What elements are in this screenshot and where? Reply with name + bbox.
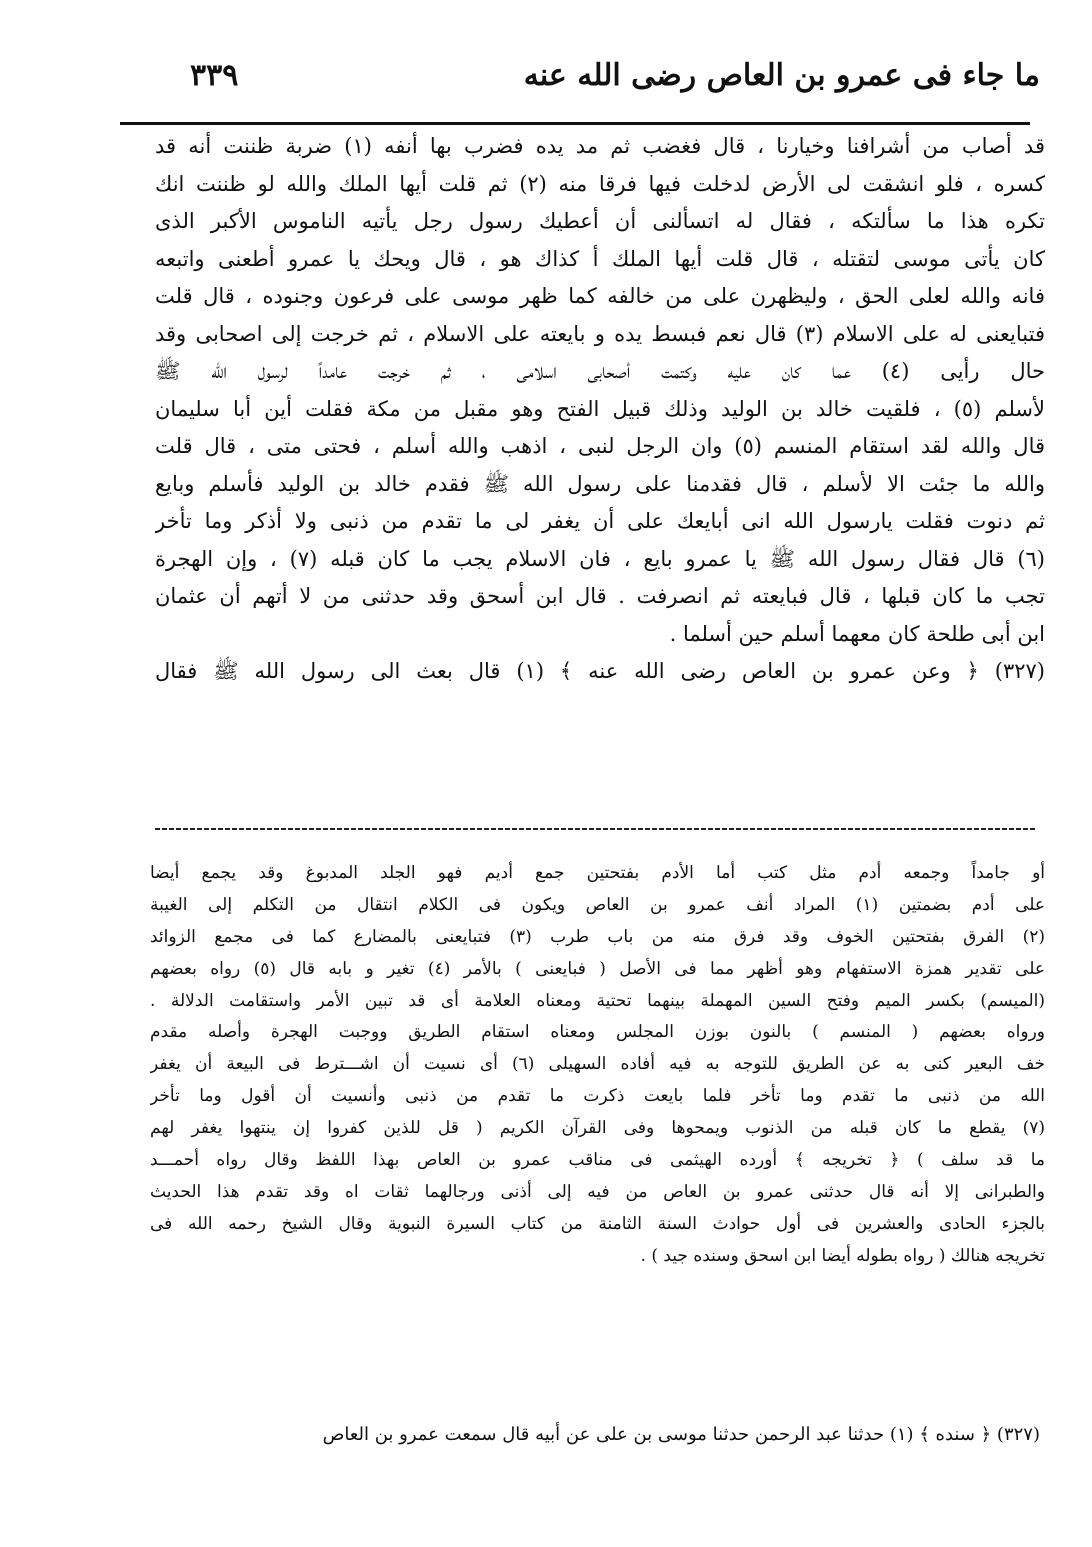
main-text-line: كسره ، فلو انشقت لى الأرض لدخلت فيها فرقا منه (٢) ثم قلت أيها الملك والله لو ظننت انك — [155, 171, 1045, 196]
footnote-line: الله من ذنبى ما تقدم وما تأخر فلما بايعت ذكرت ما تقدم من ذنبى وأنسيت أن أقول وما تأخر — [150, 1086, 1045, 1107]
footnote-line: والطبرانى إلا أنه قال حدثنى عمرو بن العاص من فيه إلى أذنى ورجالهما ثقات اه وقد تقدم هذا الحديث — [150, 1181, 1045, 1202]
footnote-line: تخريجه هنالك ( رواه بطوله أيضا ابن اسحق وسنده جيد ) . — [640, 1245, 1045, 1266]
footnote-line: ما قد سلف ) ﴿ تخريجه ﴾ أورده الهيثمى فى مناقب عمرو بن العاص بهذا اللفظ وقال رواه أحمـــد — [150, 1150, 1045, 1171]
main-text-line: فانه والله لعلى الحق ، وليظهرن على من خالفه كما ظهر موسى على فرعون وجنوده ، قال قلت — [155, 284, 1045, 308]
footnote-line: (٧) يقطع ما كان قبله من الذنوب ويمحوها وفى القرآن الكريم ( قل للذين كفروا إن ينتهوا يغفر لهم — [150, 1118, 1045, 1139]
footnote-line: (٢) الفرق بفتحتين الخوف وقد فرق منه من باب طرب (٣) فتبايعنى بالمضارع كما فى مجمع الزوائد — [150, 926, 1045, 947]
main-text-line: ابن أبى طلحة كان معهما أسلم حين أسلما . — [669, 621, 1045, 646]
main-text-line: قال والله لقد استقام المنسم (٥) وان الرجل لنبى ، اذهب والله أسلم ، فحتى متى ، قال قلت — [155, 434, 1045, 458]
main-text-line: حال رأيى (٤) عما كان عليه وكتمت أصحابى اسلامى ، ثم خرجت عامداً لرسول الله ﷺ — [155, 359, 1045, 383]
main-text-line: تجب ما كان قبلها ، قال فبايعته ثم انصرفت . قال ابن أسحق وقد حدثنى من لا أتهم أن عثمان — [155, 584, 1045, 608]
footnote-line: على تقدير همزة الاستفهام وهو أظهر مما فى الأصل ( فبايعنى ) بالأمر (٤) تغير و بابه قال (٥) رواه بعضهم — [150, 958, 1045, 979]
footnote-line: خف البعير كنى به عن الطريق للتوجه به فيه أفاده السهيلى (٦) أى نسيت أن اشـــترط فى البيعة أن يغفر — [150, 1054, 1045, 1075]
main-text-line: تكره هذا ما سألتكه ، فقال له اتسألنى أن أعطيك رسول رجل يأتيه الناموس الأكبر الذى — [155, 209, 1045, 233]
main-text — [155, 128, 1045, 808]
footnote-separator — [155, 828, 1035, 830]
main-text-line: ثم دنوت فقلت يارسول الله انى أبايعك على أن يغفر لى ما تقدم من ذنبى ولا أذكر وما تأخر — [155, 509, 1045, 533]
main-text-line: لأسلم (٥) ، فلقيت خالد بن الوليد وذلك قبيل الفتح وهو مقبل من مكة فقلت أين أبا سليمان — [155, 396, 1045, 421]
page-header — [140, 58, 1040, 118]
main-text-line: فتبايعنى له على الاسلام (٣) قال نعم فبسط يده و بايعته على الاسلام ، ثم خرجت إلى اصحابى وقد — [155, 321, 1045, 346]
footnotes — [150, 858, 1045, 1398]
main-text-line: والله ما جئت الا لأسلم ، قال فقدمنا على رسول الله ﷺ فقدم خالد بن الوليد فأسلم وبايع — [155, 471, 1045, 496]
footnote-line: على أدم بضمتين (١) المراد أنف عمرو بن العاص ويكون فى الكلام انتقال من التكلم إلى الغيبة — [150, 894, 1045, 915]
page-number: ٣٣٩ — [190, 58, 239, 93]
header-rule — [120, 122, 1030, 125]
footnote-line: ورواه بعضهم ( المنسم ) بالنون بوزن المجلس ومعناه استقام الطريق ووجبت الهجرة وأصله مقدم — [150, 1022, 1045, 1043]
footnote-line: أو جامداً وجمعه أدم مثل كتب أما الأدم بفتحتين جمع أديم فهو الجلد المدبوغ وقد يجمع أيضا — [150, 863, 1045, 883]
running-title: ما جاء فى عمرو بن العاص رضى الله عنه — [523, 58, 1040, 93]
main-text-line: قد أصاب من أشرافنا وخيارنا ، قال فغضب ثم مد يده فضرب بها أنفه (١) ضربة ظننت أنه قد — [155, 134, 1045, 158]
footnote-line: (الميسم) بكسر الميم وفتح السين المهملة بينهما تحتية ومعناه العلامة أى قد تبين الأمر واستقامت الدلالة . — [150, 990, 1045, 1011]
hadith-opening-line: (٣٢٧) ﴿ وعن عمرو بن العاص رضى الله عنه ﴾ (١) قال بعث الى رسول الله ﷺ فقال — [155, 659, 1045, 683]
main-text-line: (٦) قال فقال رسول الله ﷺ يا عمرو بايع ، فان الاسلام يجب ما كان قبله (٧) ، وإن الهجرة — [155, 546, 1045, 571]
isnad-line: (٣٢٧) ﴿ سنده ﴾ (١) حدثنا عبد الرحمن حدثنا موسى بن على عن أبيه قال سمعت عمرو بن العاص — [322, 1424, 1040, 1445]
main-text-line: كان يأتى موسى لتقتله ، قال قلت أيها الملك أ كذاك هو ، قال ويحك يا عمرو أطعنى واتبعه — [155, 246, 1045, 271]
footnote-line: بالجزء الحادى والعشرين فى أول حوادث السنة الثامنة من كتاب السيرة النبوية وقال الشيخ رحمه الله فى — [150, 1213, 1045, 1234]
